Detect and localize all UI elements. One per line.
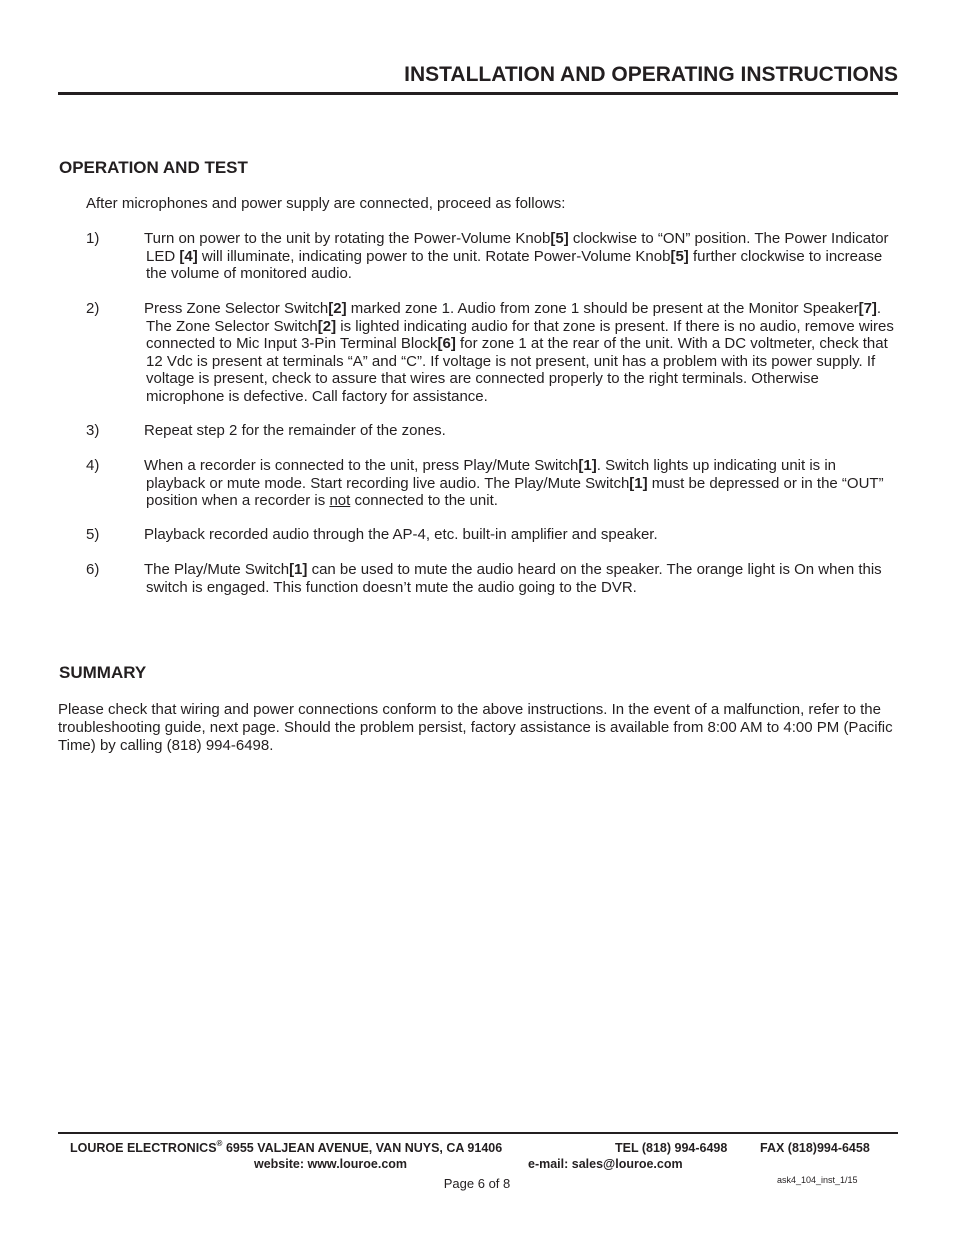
step-number: 1) bbox=[86, 230, 100, 247]
step-number: 5) bbox=[86, 526, 100, 543]
header-rule bbox=[58, 92, 898, 95]
footer-fax: FAX (818)994-6458 bbox=[760, 1141, 870, 1155]
operation-heading: OPERATION AND TEST bbox=[59, 158, 248, 177]
page-number: Page 6 of 8 bbox=[443, 1176, 511, 1191]
footer-tel: TEL (818) 994-6498 bbox=[615, 1141, 728, 1155]
step-text: Press Zone Selector Switch[2] marked zone 1. Audio from zone 1 should be present at the Monitor Speaker[7]. The Zone Selector Switch[2] is lighted indicating audio for that zone is present. If there is no audio, remove wires connected to Mic Input 3-Pin Terminal Block[6] for zone 1 at the rear of the unit. With a DC voltmeter, check that 12 Vdc is present at terminals “A” and “C”. If voltage is not present, unit has a problem with its power supply. If voltage is present, check to assure that wires are connected properly to the right terminals. Otherwise microphone is defective. Call factory for assistance. bbox=[144, 300, 894, 405]
step-text: Turn on power to the unit by rotating the Power-Volume Knob[5] clockwise to “ON” position. The Power Indicator LED [4] will illuminate, indicating power to the unit. Rotate Power-Volume Knob[5] further clockwise to increase the volume of monitored audio. bbox=[144, 230, 889, 282]
step-item bbox=[86, 230, 896, 283]
step-number: 3) bbox=[86, 422, 100, 439]
footer-website[interactable]: website: www.louroe.com bbox=[254, 1157, 408, 1171]
step-text: When a recorder is connected to the unit, press Play/Mute Switch[1]. Switch lights up indicating unit is in playback or mute mode. Start recording live audio. The Play/Mute Switch[1] must be depressed or in the “OUT” position when a recorder is not connected to the unit. bbox=[144, 457, 884, 509]
step-item bbox=[86, 561, 896, 596]
page-title: INSTALLATION AND OPERATING INSTRUCTIONS bbox=[404, 63, 898, 86]
footer-email[interactable]: e-mail: sales@louroe.com bbox=[528, 1157, 683, 1171]
step-number: 2) bbox=[86, 300, 100, 317]
step-text: Playback recorded audio through the AP-4, etc. built-in amplifier and speaker. bbox=[144, 526, 658, 543]
company-name: LOUROE ELECTRONICS bbox=[70, 1141, 217, 1155]
step-item bbox=[86, 526, 896, 544]
step-item bbox=[86, 300, 896, 405]
step-text: Repeat step 2 for the remainder of the zones. bbox=[144, 422, 446, 439]
operation-intro: After microphones and power supply are connected, proceed as follows: bbox=[86, 195, 566, 212]
step-item bbox=[86, 457, 896, 510]
registered-mark: ® bbox=[216, 1139, 223, 1148]
step-text: The Play/Mute Switch[1] can be used to mute the audio heard on the speaker. The orange light is On when this switch is engaged. This function doesn’t mute the audio going to the DVR. bbox=[144, 561, 882, 596]
step-number: 4) bbox=[86, 457, 100, 474]
company-address: 6955 VALJEAN AVENUE, VAN NUYS, CA 91406 bbox=[225, 1141, 503, 1155]
summary-heading: SUMMARY bbox=[59, 663, 147, 682]
step-item bbox=[86, 422, 896, 440]
footer-rule bbox=[58, 1132, 898, 1134]
summary-text: Please check that wiring and power connections conform to the above instructions. In the event of a malfunction, refer to the troubleshooting guide, next page. Should the problem persist, factory assistance is available from 8:00 AM to 4:00 PM (Pacific Time) by calling (818) 994-6498. bbox=[58, 701, 893, 754]
footer-company-line bbox=[70, 1141, 502, 1155]
step-number: 6) bbox=[86, 561, 100, 578]
document-code: ask4_104_inst_1/15 bbox=[777, 1175, 858, 1185]
